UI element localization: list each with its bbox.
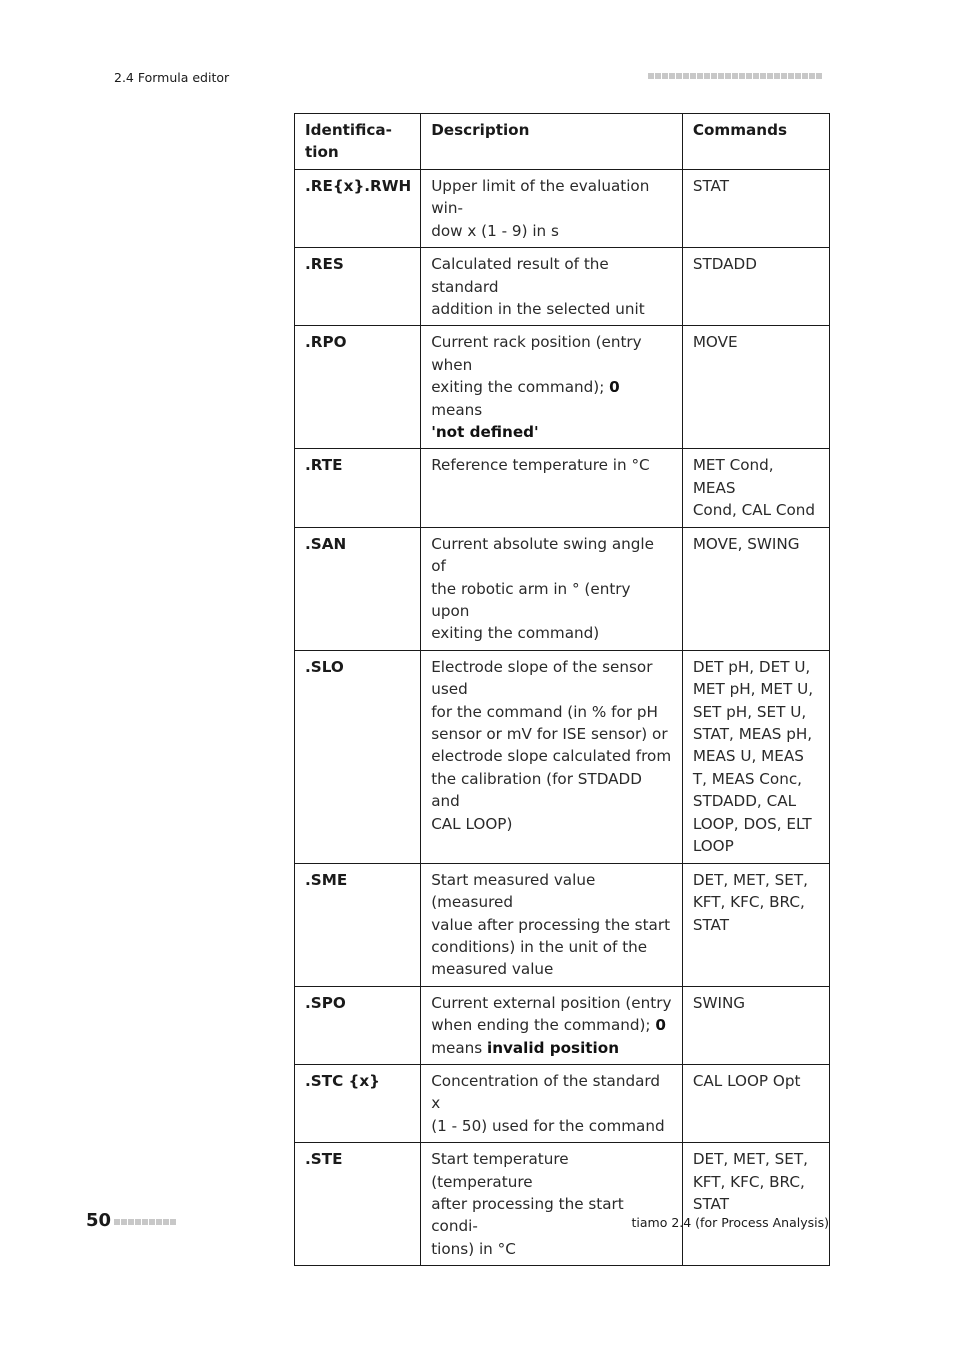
table-row: [295, 650, 830, 863]
column-header-identification: Identifica- tion: [295, 114, 421, 170]
column-header-commands: Commands: [682, 114, 829, 170]
commands-cell: STAT: [682, 170, 829, 248]
description-cell: Concentration of the standard x (1 - 50) used for the command: [421, 1064, 683, 1142]
commands-cell: MOVE: [682, 326, 829, 449]
description-cell: Current absolute swing angle of the robotic arm in ° (entry upon exiting the command): [421, 527, 683, 650]
footer-decorative-squares: [114, 1219, 176, 1225]
table-row: [295, 527, 830, 650]
identification-cell: .SPO: [295, 986, 421, 1064]
identification-cell: .SLO: [295, 650, 421, 863]
column-header-description: Description: [421, 114, 683, 170]
description-cell: Current external position (entry when ending the command); 0 means invalid position: [421, 986, 683, 1064]
description-cell: Current rack position (entry when exiting the command); 0 means 'not defined': [421, 326, 683, 449]
table-row: [295, 986, 830, 1064]
description-cell: Start measured value (measured value after processing the start conditions) in the unit of the measured value: [421, 863, 683, 986]
identification-cell: .RES: [295, 248, 421, 326]
commands-cell: DET, MET, SET, KFT, KFC, BRC, STAT: [682, 1143, 829, 1266]
identification-cell: .STC {x}: [295, 1064, 421, 1142]
commands-cell: STDADD: [682, 248, 829, 326]
table-header-row: [295, 114, 830, 170]
commands-cell: CAL LOOP Opt: [682, 1064, 829, 1142]
table-row: [295, 170, 830, 248]
running-footer-product: tiamo 2.4 (for Process Analysis): [631, 1215, 829, 1230]
running-header-section: 2.4 Formula editor: [114, 70, 230, 85]
description-cell: Start temperature (temperature after processing the start condi- tions) in °C: [421, 1143, 683, 1266]
identification-table: [294, 113, 830, 1266]
identification-cell: .SME: [295, 863, 421, 986]
commands-cell: SWING: [682, 986, 829, 1064]
table-row: [295, 449, 830, 527]
table-row: [295, 326, 830, 449]
commands-cell: DET, MET, SET, KFT, KFC, BRC, STAT: [682, 863, 829, 986]
header-decorative-squares: [648, 73, 822, 79]
commands-cell: MET Cond, MEAS Cond, CAL Cond: [682, 449, 829, 527]
identification-cell: .RPO: [295, 326, 421, 449]
description-cell: Calculated result of the standard addition in the selected unit: [421, 248, 683, 326]
table-row: [295, 863, 830, 986]
table-row: [295, 248, 830, 326]
description-cell: Upper limit of the evaluation win- dow x (1 - 9) in s: [421, 170, 683, 248]
commands-cell: MOVE, SWING: [682, 527, 829, 650]
identification-cell: .RE{x}.RWH: [295, 170, 421, 248]
identification-cell: .STE: [295, 1143, 421, 1266]
commands-cell: DET pH, DET U, MET pH, MET U, SET pH, SET U, STAT, MEAS pH, MEAS U, MEAS T, MEAS Conc, STDADD, CAL LOOP, DOS, ELT LOOP: [682, 650, 829, 863]
page-number: 50: [86, 1210, 112, 1231]
table-row: [295, 1143, 830, 1266]
identification-cell: .RTE: [295, 449, 421, 527]
table-row: [295, 1064, 830, 1142]
description-cell: Electrode slope of the sensor used for the command (in % for pH sensor or mV for ISE sensor) or electrode slope calculated from the calibration (for STDADD and CAL LOOP): [421, 650, 683, 863]
identification-cell: .SAN: [295, 527, 421, 650]
description-cell: Reference temperature in °C: [421, 449, 683, 527]
